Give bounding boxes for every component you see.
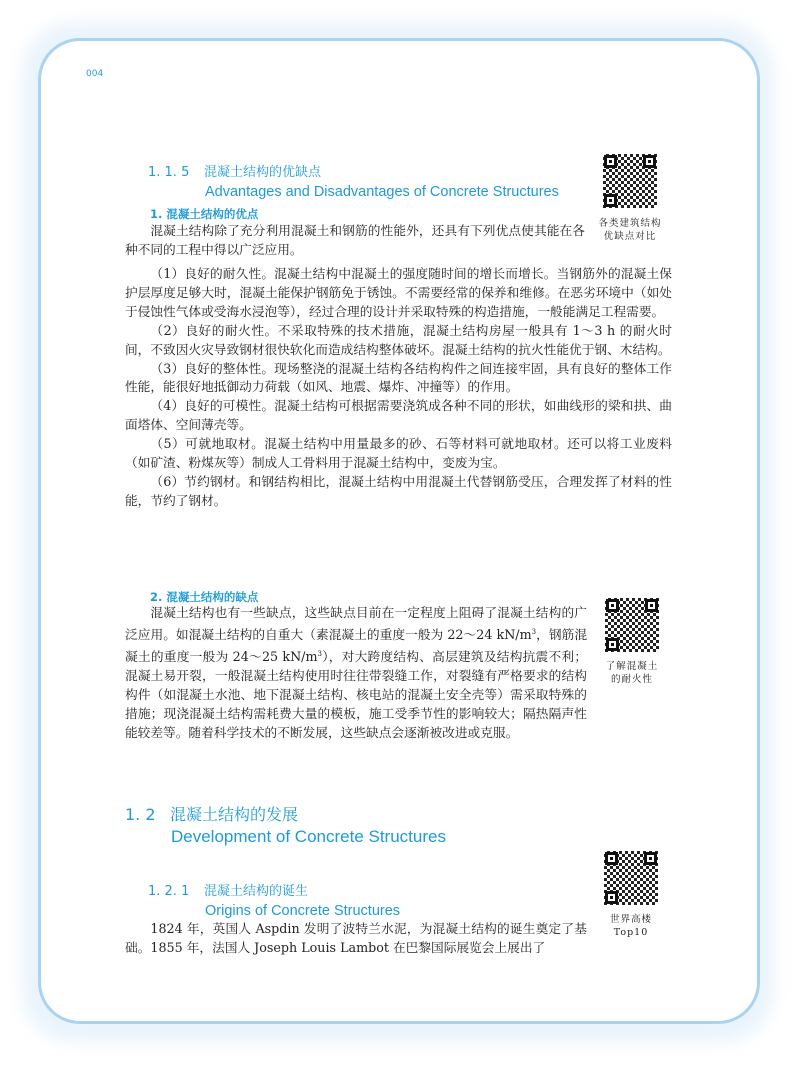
qr-code-top10-buildings[interactable] [602,849,660,907]
section-title-en: Origins of Concrete Structures [205,903,401,919]
origins-paragraph [125,920,587,958]
section-number: 1. 2 [125,805,156,824]
paragraph: （4）良好的可模性。混凝土结构可根据需要浇筑成各种不同的形状，如曲线形的梁和拱、曲面塔体、空间薄壳等。 [125,398,672,433]
disadvantages-block [125,604,587,743]
qr-caption: 各类建筑结构 优缺点对比 [598,218,662,242]
qr-caption: 世界高楼 Top10 [609,914,652,938]
subheading-advantages: 1. 混凝土结构的优点 [150,207,259,221]
paragraph: 1824 年，英国人 Aspdin 发明了波特兰水泥，为混凝土结构的诞生奠定了基础。1855 年，法国人 Joseph Louis Lambot 在巴黎国际展览会上展出了 [125,921,587,955]
qr-caption: 了解混凝土 的耐火性 [605,661,659,685]
paragraph: 混凝土结构除了充分利用混凝土和钢筋的性能外，还具有下列优点使其能在各种不同的工程中得以广泛应用。 [125,223,585,257]
section-number: 1. 2. 1 [148,884,190,899]
section-title-en: Advantages and Disadvantages of Concrete Structures [205,184,559,200]
paragraph: （6）节约钢材。和钢结构相比，混凝土结构中用混凝土代替钢筋受压，合理发挥了材料的性能，节约了钢材。 [125,473,672,508]
section-heading-1-2 [125,802,298,825]
qr-code-fire-resistance[interactable] [603,596,661,654]
section-title-cn: 混凝土结构的发展 [170,805,299,824]
section-title-en: Development of Concrete Structures [171,827,446,846]
section-number: 1. 1. 5 [148,165,190,180]
section-title-cn: 混凝土结构的诞生 [204,884,309,899]
paragraph: （2）良好的耐火性。不采取特殊的技术措施，混凝土结构房屋一般具有 1～3 h 的耐火时间，不致因火灾导致钢材很快软化而造成结构整体破坏。混凝土结构的抗火性能优于钢、木结构。 [125,322,672,357]
qr-code-structure-comparison[interactable] [601,152,659,210]
page-number: 004 [86,69,104,79]
section-heading-1-2-1 [148,880,308,899]
advantages-list [125,265,672,511]
section-heading-1-1-5 [148,161,321,180]
paragraph: （5）可就地取材。混凝土结构中用量最多的砂、石等材料可就地取材。还可以将工业废料（如矿渣、粉煤灰等）制成人工骨料用于混凝土结构中，变废为宝。 [125,436,672,471]
advantages-intro-block [125,222,585,260]
paragraph: （3）良好的整体性。现场整浇的混凝土结构各结构构件之间连接牢固，具有良好的整体工作性能，能很好地抵御动力荷载（如风、地震、爆炸、冲撞等）的作用。 [125,360,672,395]
paragraph: （1）良好的耐久性。混凝土结构中混凝土的强度随时间的增长而增长。当钢筋外的混凝土保护层厚度足够大时，混凝土能保护钢筋免于锈蚀。不需要经常的保养和维修。在恶劣环境中（如处于侵蚀性气体或受海水浸泡等），经过合理的设计并采取特殊的构造措施，一般能满足工程需要。 [125,266,672,319]
subheading-disadvantages: 2. 混凝土结构的缺点 [150,590,259,604]
paragraph: 混凝土结构也有一些缺点，这些缺点目前在一定程度上阻碍了混凝土结构的广泛应用。如混凝土结构的自重大（素混凝土的重度一般为 22～24 $kN/m^3$，钢筋混凝土的重度一般为 24～25 $kN/m^3$），对大跨度结构、高层建筑及结构抗震不利；混凝土易开裂，一般混凝土结构使用时往往带裂缝工作，对裂缝有严格要求的结构构件（如混凝土水池、地下混凝土结构、核电站的混凝土安全壳等）需采取特殊的措施；现浇混凝土结构需耗费大量的模板，施工受季节性的影响较大；隔热隔声性能较差等。随着科学技术的不断发展，这些缺点会逐渐被改进或克服。 [125,605,588,740]
section-title-cn: 混凝土结构的优缺点 [204,165,322,180]
